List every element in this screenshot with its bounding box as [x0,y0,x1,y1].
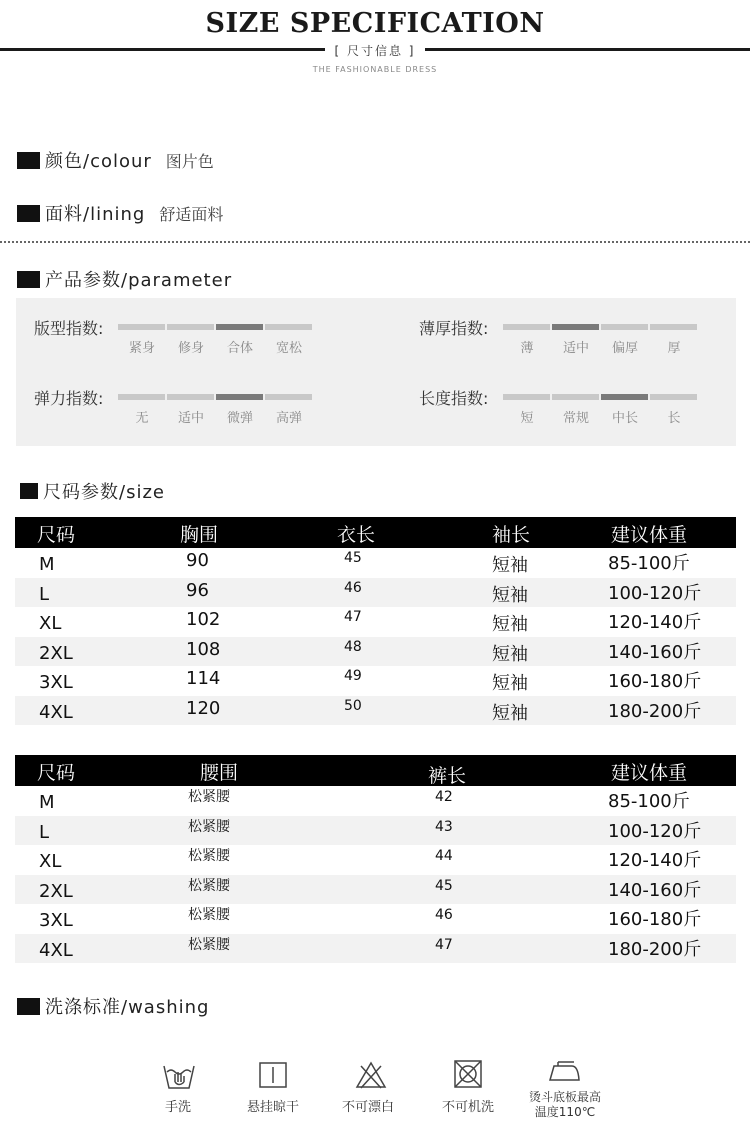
bullet-square-icon [17,271,40,288]
lining-value: 舒适面料 [159,204,224,224]
table-cell: 100-120斤 [608,820,702,842]
parameter-bar [118,394,165,400]
table-cell: 85-100斤 [608,791,690,812]
parameter-option-label: 宽松 [275,341,302,356]
table-row [15,875,736,904]
table-cell: L [39,583,50,605]
table-cell: 47 [344,609,362,625]
parameter-bar [167,394,214,400]
table-cell: 短袖 [492,614,528,635]
tagline: THE FASHIONABLE DRESS [312,65,438,74]
table-cell: 46 [344,579,362,596]
parameter-bar-selected [601,394,648,400]
table-cell: 160-180斤 [608,909,702,930]
table-cell: 短袖 [492,673,528,694]
table-cell: 3XL [39,672,73,693]
table-row [15,786,736,815]
parameter-option-label: 合体 [226,341,253,356]
table-cell: 90 [186,550,209,571]
parameter-bar [601,324,648,330]
parameter-label: 长度指数: [419,389,489,408]
hand-wash-label: 手洗 [164,1100,191,1115]
parameter-bar [167,324,214,330]
table-cell: 160-180斤 [608,671,702,692]
parameter-bar [118,324,165,330]
dotted-divider [0,241,750,243]
table-cell: M [39,554,55,575]
table-cell: XL [39,613,62,634]
table-cell: 108 [186,638,221,660]
table-cell: 43 [435,818,453,835]
iron-label: 烫斗底板最高 温度110℃ [528,1090,601,1119]
parameter-bar [650,324,697,330]
table-cell: 4XL [39,939,73,961]
th-sleeve: 袖长 [492,524,531,546]
table-cell: 46 [435,907,453,923]
table-row [15,607,736,636]
bullet-square-icon [17,205,40,222]
page-subtitle: [ 尺寸信息 ] [0,42,750,59]
table-cell: 96 [186,579,209,601]
bullet-square-icon [17,998,40,1015]
table-cell: 140-160斤 [608,879,702,901]
th-size: 尺码 [37,524,76,546]
table-cell: 114 [186,668,221,689]
table-row [15,548,736,577]
table-cell: 47 [435,936,453,953]
th-pants-length: 裤长 [428,765,467,787]
table-cell: 3XL [39,910,73,931]
washing-heading: 洗涤标准/washing [17,993,209,1019]
table-cell: 短袖 [492,555,528,576]
table-cell: L [39,821,50,843]
lining-row [17,200,223,226]
th-chest: 胸围 [180,524,219,546]
table-cell: 85-100斤 [608,553,690,574]
table-cell: 49 [344,668,362,684]
table-row [15,816,736,845]
table-cell: 松紧腰 [188,789,230,805]
table-row [15,696,736,725]
table-row [15,666,736,695]
table-cell: 短袖 [492,584,528,606]
bullet-square-icon [17,152,40,169]
parameter-bar-selected [552,324,599,330]
table-cell: 100-120斤 [608,582,702,604]
parameter-option-label: 常规 [562,411,589,426]
table-row [15,845,736,874]
colour-label: 颜色/colour [45,151,152,172]
parameter-heading: 产品参数/parameter [17,266,232,292]
iron-icon [546,1060,582,1084]
hand-wash-icon [161,1060,197,1092]
table-cell: 短袖 [492,702,528,724]
table-cell: 45 [435,877,453,894]
parameter-option-label: 紧身 [128,341,155,356]
th-length: 衣长 [337,524,376,546]
no-machine-wash-icon [452,1058,484,1090]
table-cell: M [39,792,55,813]
table-cell: 120 [186,697,221,719]
table-row [15,637,736,666]
table-cell: 50 [344,697,362,714]
no-bleach-label: 不可漂白 [341,1100,394,1115]
parameter-option-label: 长 [667,411,681,426]
parameter-bar [503,324,550,330]
parameter-option-label: 微弹 [226,411,253,426]
table-cell: 松紧腰 [188,848,230,864]
parameter-bar-selected [216,324,263,330]
table-cell: 松紧腰 [188,818,230,835]
table-cell: 松紧腰 [188,907,230,923]
table-cell: 140-160斤 [608,641,702,663]
table-row [15,578,736,607]
parameter-bar [552,394,599,400]
parameter-option-label: 无 [135,411,149,426]
hang-dry-label: 悬挂晾干 [246,1100,299,1115]
bottom-table-header [15,755,736,786]
th-weight: 建议体重 [611,762,688,784]
parameter-bar [503,394,550,400]
parameter-bar [265,324,312,330]
table-cell: 120-140斤 [608,850,702,871]
table-cell: 松紧腰 [188,877,230,894]
table-cell: 2XL [39,642,73,664]
table-cell: 42 [435,789,453,805]
parameter-option-label: 偏厚 [611,341,638,356]
th-size: 尺码 [37,762,76,784]
lining-label: 面料/lining [45,204,146,225]
table-row [15,904,736,933]
table-cell: 120-140斤 [608,612,702,633]
table-cell: 48 [344,638,362,655]
parameter-label: 版型指数: [34,319,104,338]
table-cell: 180-200斤 [608,700,702,722]
table-cell: 180-200斤 [608,938,702,960]
th-waist: 腰围 [200,762,239,784]
table-row [15,934,736,963]
parameter-option-label: 修身 [177,341,204,356]
table-cell: 102 [186,609,221,630]
table-cell: 松紧腰 [188,936,230,953]
parameter-bar-selected [216,394,263,400]
parameter-option-label: 适中 [562,341,589,356]
bullet-square-icon [20,483,38,499]
parameter-option-label: 薄 [520,341,534,356]
colour-row [17,147,214,173]
table-cell: 短袖 [492,643,528,665]
size-heading: 尺码参数/size [20,478,165,504]
parameter-bar [650,394,697,400]
no-machine-wash-label: 不可机洗 [441,1100,494,1115]
parameter-label: 弹力指数: [34,389,104,408]
parameter-option-label: 短 [520,411,534,426]
colour-value: 图片色 [165,151,214,171]
parameter-option-label: 中长 [611,411,638,426]
hang-dry-icon [258,1061,288,1089]
table-cell: 4XL [39,701,73,723]
table-cell: 44 [435,848,453,864]
table-cell: XL [39,851,62,872]
parameter-option-label: 厚 [667,341,681,356]
parameter-bar [265,394,312,400]
table-cell: 2XL [39,880,73,902]
parameter-option-label: 高弹 [275,411,302,426]
th-weight: 建议体重 [611,524,688,546]
parameter-option-label: 适中 [177,411,204,426]
page-title: SIZE SPECIFICATION [205,8,545,39]
table-cell: 45 [344,550,362,566]
no-bleach-icon [355,1060,387,1090]
parameter-label: 薄厚指数: [419,319,489,338]
top-table-header [15,517,736,548]
